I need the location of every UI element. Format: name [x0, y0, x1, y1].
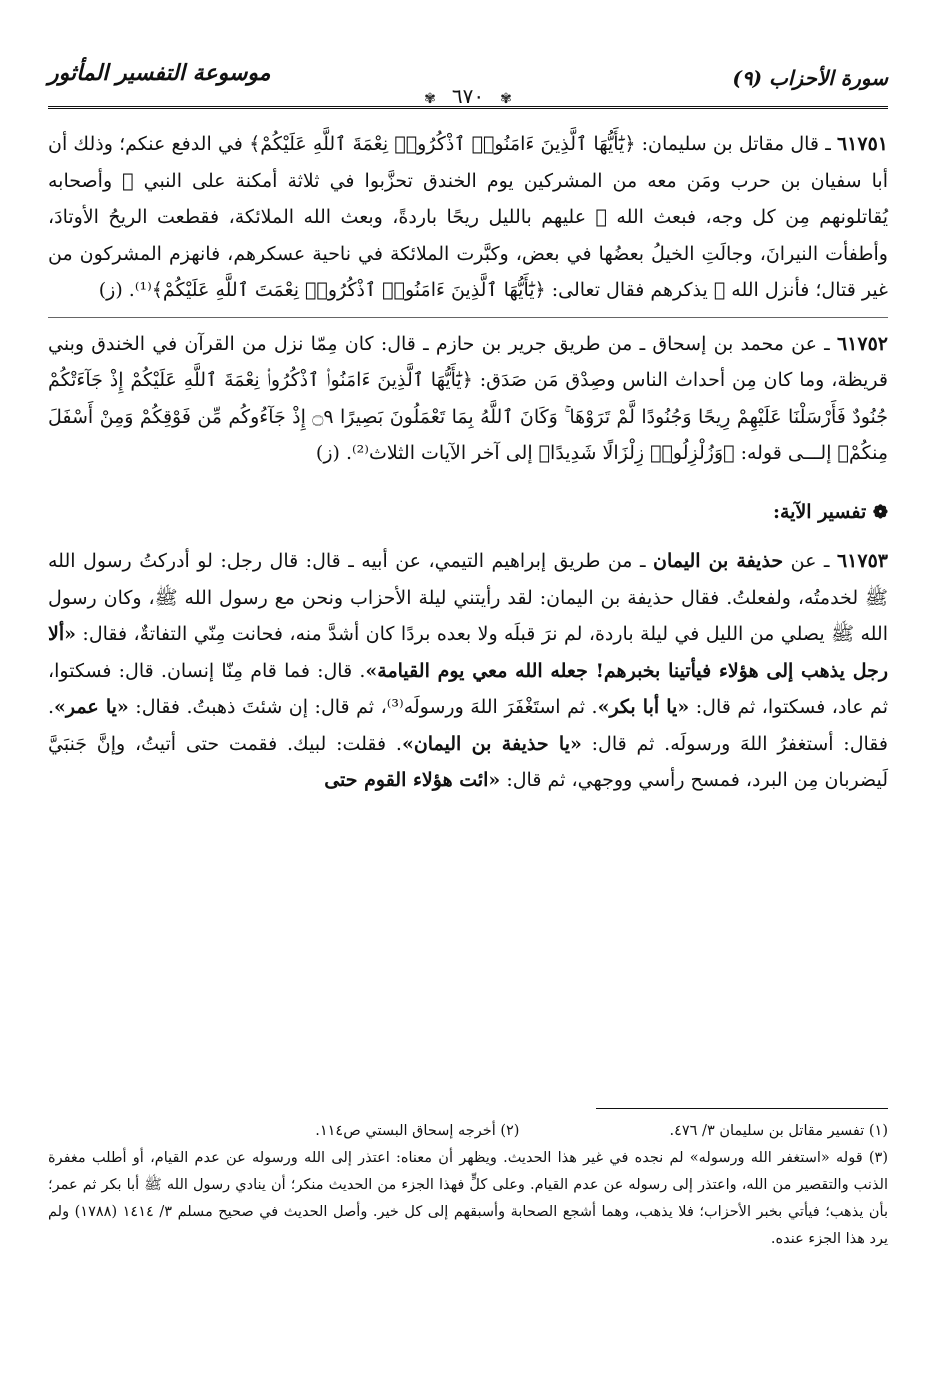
hadith-quote: «يا أبا بكر»	[597, 696, 690, 718]
paragraph-separator	[48, 317, 888, 318]
text-run: . ثم استَغْفَرَ اللهَ ورسولَه⁽³⁾، ثم قال: إن شئتَ ذهبتُ. فقال:	[128, 696, 598, 718]
page-number: ٦٧٠	[451, 84, 485, 108]
book-running-title: موسوعة التفسير المأثور	[48, 60, 271, 86]
main-text	[48, 126, 888, 807]
athar-number: ٦١٧٥١	[836, 133, 888, 155]
paragraph-61752	[48, 326, 888, 472]
footnote-row	[48, 1118, 888, 1145]
hadith-quote: «يا عمر»	[54, 696, 129, 718]
paragraph-text: ـ عن محمد بن إسحاق ـ من طريق جرير بن حازم ـ قال: كان مِمّا نزل من القرآن في الخندق وبني قريظة، وما كان مِن أحداث الناس وصِدْق مَن صَدَق: ﴿يَٰٓأَيُّهَا ٱلَّذِينَ ءَامَنُوا۟ ٱذْكُرُوا۟ نِعْمَةَ ٱللَّهِ عَلَيْكُمْ إِذْ جَآءَتْكُمْ جُنُودٌ فَأَرْسَلْنَا عَلَيْهِمْ رِيحًا وَجُنُودًا لَّمْ تَرَوْهَا ۚ وَكَانَ ٱللَّهُ بِمَا تَعْمَلُونَ بَصِيرًا ۝٩ إِذْ جَآءُوكُم مِّن فَوْقِكُمْ وَمِنْ أَسْفَلَ مِنكُمْ﴾ إلـــى قوله: ﴿وَزُلْزِلُوا۟ زِلْزَالًا شَدِيدًا﴾ إلى آخر الآيات الثلاث⁽²⁾. (ز)	[48, 332, 888, 464]
section-heading	[48, 494, 888, 532]
text-run: . فقلت: لبيك. فقمت حتى أتيتُ، وإنَّ جَنبَيَّ لَيضربان مِن البرد، فمسح رأسي ووجهي، ثم قال:	[48, 732, 888, 791]
footnote-3: (٣) قوله «استغفر الله ورسوله» لم نجده في غير هذا الحديث. ويظهر أن معناه: اعتذر إلى الله ورسوله عن عدم القيام، أو أطلب مغفرة الذنب والتقصير من الله، واعتذر إلى رسوله عن عدم القيام. وعلى كلٍّ فهذا الجزء من الحديث منكر؛ أن ينادي رسول الله ﷺ أبا بكر ثم عمر؛ بأن يذهب؛ فيأتي بخبر الأحزاب؛ فلا يذهب، وهما أشجع الصحابة وأسبقهم إلى كل خير. وأصل الحديث في صحيح مسلم ٣/ ١٤١٤ (١٧٨٨) ولم يرد هذا الجزء عنده.	[48, 1150, 888, 1247]
footnotes	[48, 1118, 888, 1253]
footnote-1: (١) تفسير مقاتل بن سليمان ٣/ ٤٧٦.	[669, 1123, 888, 1139]
hadith-quote: «ألا رجل يذهب إلى هؤلاء فيأتينا بخبرهم! جعله الله معي يوم القيامة»	[48, 623, 889, 682]
page-number-line	[48, 84, 888, 108]
page-header	[48, 58, 888, 110]
footnote-3-block	[48, 1145, 888, 1253]
hadith-quote: «ائت هؤلاء القوم حتى	[324, 769, 501, 791]
text-run: ـ عن	[783, 550, 837, 572]
right-ornament-icon: ✾	[424, 91, 436, 107]
athar-number: ٦١٧٥٣	[836, 550, 888, 572]
paragraph-text: ـ قال مقاتل بن سليمان: ﴿يَٰٓأَيُّهَا ٱلَّذِينَ ءَامَنُوا۟ ٱذْكُرُوا۟ نِعْمَةَ ٱللَّهِ عَلَيْكُمْ﴾ في الدفع عنكم؛ وذلك أن أبا سفيان بن حرب ومَن معه من المشركين يوم الخندق تحزَّبوا في ثلاثة أمكنة على النبي ﷺ وأصحابه يُقاتلونهم مِن كل وجه، فبعث الله ﷻ عليهم بالليل ريحًا باردةً، وبعث الله الملائكة، فقطعت الريحُ الأوتادَ، وأطفأت النيرانَ، وجالَتِ الخيلُ بعضُها في بعض، وكبَّرت الملائكة في ناحية عسكرهم، فانهزم المشركون من غير قتال؛ فأنزل الله ﷻ يذكرهم فقال تعالى: ﴿يَٰٓأَيُّهَا ٱلَّذِينَ ءَامَنُوا۟ ٱذْكُرُوا۟ نِعْمَتَ ٱللَّهِ عَلَيْكُمْ﴾⁽¹⁾. (ز)	[48, 133, 888, 301]
surah-running-title: سورة الأحزاب (٩)	[732, 66, 888, 90]
footnote-rule	[596, 1108, 888, 1109]
paragraph-61753	[48, 543, 888, 799]
paragraph-61751	[48, 126, 888, 309]
narrator-name: حذيفة بن اليمان	[653, 550, 784, 572]
section-heading-text: تفسير الآية:	[772, 500, 867, 523]
footnote-2: (٢) أخرجه إسحاق البستي ص١١٤.	[315, 1123, 520, 1139]
text-run: . قال: فما قام مِنّا إنسان. قال: فسكتوا، ثم عاد، فسكتوا، ثم قال:	[48, 659, 888, 718]
left-ornament-icon: ✾	[500, 91, 512, 107]
text-run: . فقال: أستغفرُ اللهَ ورسولَه. ثم قال:	[48, 696, 888, 755]
hadith-quote: «يا حذيفة بن اليمان»	[401, 732, 582, 755]
athar-number: ٦١٧٥٢	[836, 332, 888, 355]
text-run: ـ من طريق إبراهيم التيمي، عن أبيه ـ قال: قال رجل: لو أدركتُ رسول الله ﷺ لخدمتُه، ولفعلتُ. فقال حذيفة بن اليمان: لقد رأيتني ليلة الأحزاب ونحن مع رسول الله ﷺ، وكان رسول الله ﷺ يصلي من الليل في ليلة باردة، لم نرَ قبلَه ولا بعده بردًا كان أشدَّ منه، فحانت مِنّي التفاتةٌ، فقال:	[48, 550, 888, 645]
header-double-rule	[48, 106, 888, 109]
flower-ornament-icon: ❁	[872, 501, 888, 523]
